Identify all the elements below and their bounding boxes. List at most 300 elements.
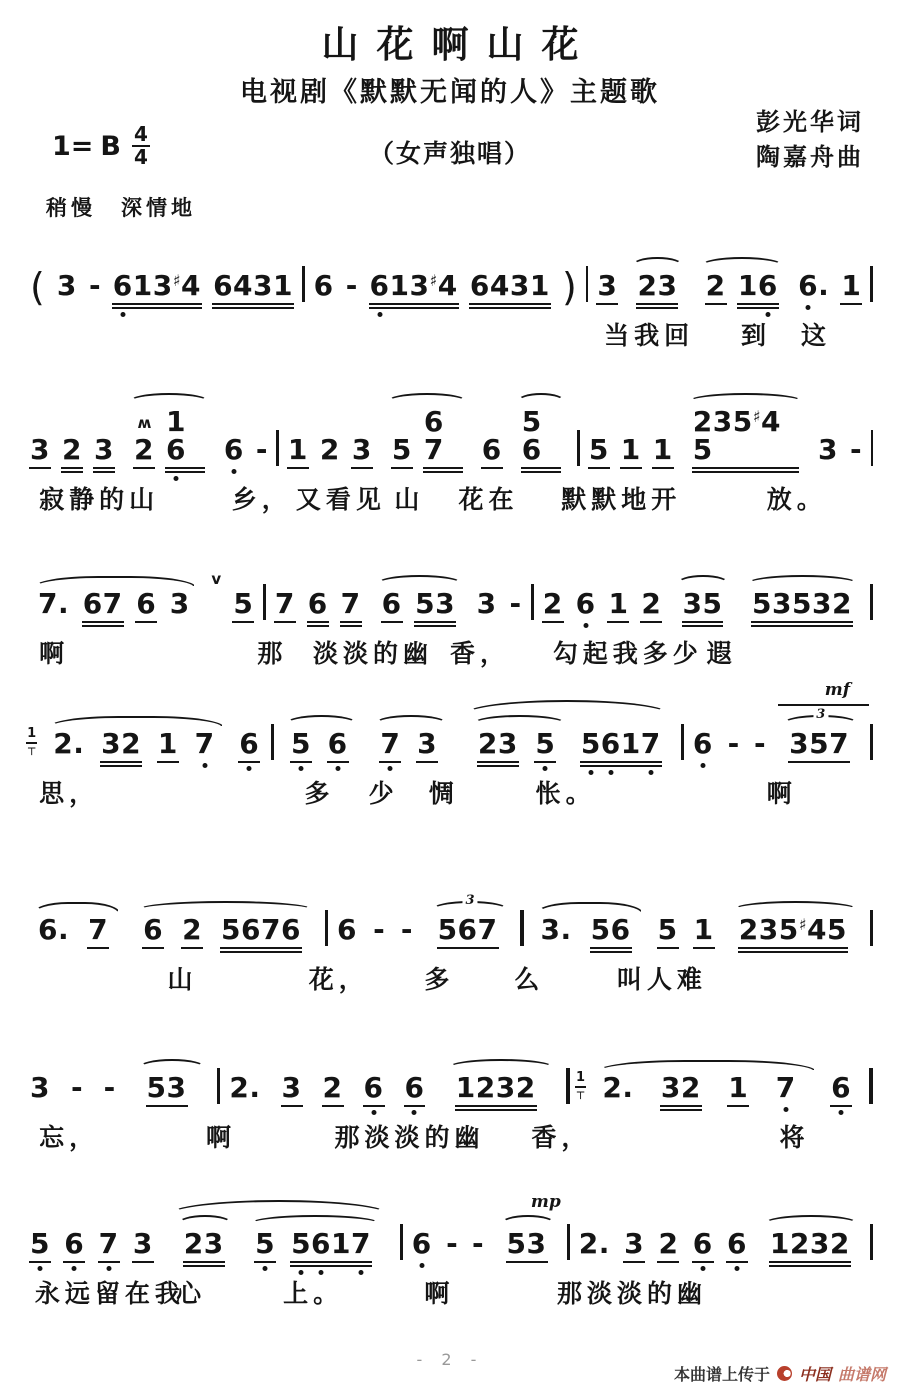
note-digit: 1 (620, 433, 641, 466)
note-digit: 7 (641, 730, 661, 758)
note (535, 727, 561, 768)
note (61, 433, 82, 474)
note-text (423, 405, 462, 466)
note (322, 1071, 352, 1112)
note (53, 727, 89, 768)
note (30, 1227, 52, 1268)
note-text (682, 587, 723, 620)
note-digit: 3 (93, 433, 114, 466)
note (580, 727, 664, 768)
note-digit: 3 (540, 913, 561, 946)
octave-dot (231, 469, 236, 474)
note (692, 1227, 715, 1268)
sharp-icon: ♯ (752, 407, 761, 426)
note-text (476, 587, 497, 620)
key-prefix: 1= (52, 130, 94, 162)
barline (325, 910, 328, 946)
credits (756, 106, 864, 176)
note-text (287, 433, 308, 466)
barline (271, 724, 274, 760)
octave-dot (583, 623, 588, 628)
barline (302, 266, 305, 302)
note-text (417, 727, 438, 760)
note (798, 269, 830, 310)
note-text (233, 587, 254, 620)
dynamic-label: mp (530, 1192, 561, 1212)
note-text (88, 913, 109, 946)
note-text (693, 913, 714, 946)
music-line-6 (22, 1030, 878, 1152)
note-text (101, 727, 142, 760)
note-text (652, 433, 673, 466)
note-digit: 5 (732, 405, 753, 438)
note-text (30, 433, 50, 466)
note-digit: 3 (809, 1227, 830, 1260)
note (132, 1227, 155, 1268)
note-digit: 6 (469, 269, 490, 302)
note-digit: 3 (152, 269, 173, 302)
note-digit: 3 (30, 1071, 50, 1104)
crescendo-line (778, 704, 869, 706)
note-text (590, 913, 631, 946)
note-digit: 4 (806, 913, 827, 946)
barline (870, 584, 873, 620)
slur-group (594, 1071, 819, 1112)
slur-group (674, 587, 732, 628)
note-digit: 6 (831, 1074, 851, 1102)
note (313, 269, 334, 310)
note (233, 587, 254, 628)
note-digit: 6 (693, 1230, 713, 1258)
notes-row (22, 228, 878, 310)
note-digit: 4 (180, 269, 201, 302)
note-digit: 1 (165, 405, 186, 438)
mordent-icon: ʍ (137, 414, 151, 432)
note-digit: 2 (692, 405, 713, 438)
dash-note: - (400, 913, 413, 946)
slur-group (533, 913, 646, 954)
slur-group (283, 727, 360, 768)
note-digit: 5 (792, 587, 812, 620)
note-digit: 7 (102, 587, 123, 620)
note (521, 405, 561, 474)
voice-type-label: （女声独唱） (368, 140, 531, 168)
note-digit: 5 (255, 1230, 275, 1258)
note-digit: 3 (417, 727, 438, 760)
note (182, 913, 209, 954)
grace-mark-number: 1 (575, 1071, 586, 1088)
note-digit: 6 (239, 730, 259, 758)
note-digit: 1 (455, 1071, 476, 1104)
note-digit: 3 (166, 1071, 187, 1104)
lyric-text: 么 (514, 966, 545, 994)
note-digit: 6 (328, 730, 348, 758)
note-text (597, 269, 618, 302)
note-text (157, 727, 178, 760)
octave-dot (700, 763, 705, 768)
note (637, 269, 678, 310)
note-text (521, 405, 561, 466)
lyric-text: 心 (176, 1280, 207, 1308)
dash-note: - (373, 913, 385, 946)
note-digit: 6 (166, 436, 186, 464)
barline (869, 1068, 873, 1104)
note-digit: 3 (624, 1227, 645, 1260)
note-digit: . (73, 727, 85, 760)
note-digit: 2 (542, 587, 563, 620)
note-digit: 5 (30, 1230, 50, 1258)
octave-dot (263, 1266, 268, 1271)
barline (681, 724, 684, 760)
barline (577, 430, 579, 466)
note-text (775, 1071, 796, 1104)
lyric-text: 永远留在我 (34, 1280, 185, 1308)
note-digit: 6 (693, 730, 713, 758)
note-digit: 6 (213, 269, 234, 302)
note-text (380, 727, 401, 760)
note-digit: 1 (287, 433, 308, 466)
note-digit: 1 (841, 269, 862, 302)
song-subtitle: 电视剧《默默无闻的人》主题歌 (240, 77, 660, 107)
sharp-icon: ♯ (798, 915, 807, 934)
note (597, 269, 618, 310)
lyric-text: 到 (741, 322, 772, 350)
note-digit: 7 (261, 913, 281, 946)
note-text (340, 587, 361, 620)
notes-row (22, 1030, 878, 1112)
note (38, 587, 71, 628)
lyric-text: 香， (531, 1124, 592, 1152)
note (143, 913, 170, 954)
note-digit: 6 (727, 1230, 747, 1258)
note-digit: 6 (337, 913, 358, 946)
note-digit: 6 (457, 913, 478, 946)
lyricist-credit: 彭光华词 (756, 109, 864, 136)
note-digit: 5 (702, 587, 723, 620)
note-text (660, 1071, 701, 1104)
note (728, 1071, 763, 1112)
note-text (221, 913, 301, 946)
note-digit: 3 (509, 269, 530, 302)
lyric-text: 这 (800, 322, 831, 350)
note-text (327, 727, 348, 760)
lyric-text: 乡， (231, 486, 292, 514)
note-text (817, 433, 838, 466)
note (213, 269, 293, 310)
note-text (307, 587, 328, 620)
note-digit: 2 (602, 1071, 623, 1104)
note-digit: 6 (313, 269, 334, 302)
note (624, 1227, 646, 1268)
note (789, 727, 852, 768)
note-digit: 3 (657, 269, 678, 302)
slur-group (374, 587, 465, 628)
barline (870, 910, 873, 946)
note-digit: 2 (477, 727, 498, 760)
slur-group (498, 1192, 561, 1268)
grace-mark-number: 1 (26, 727, 37, 744)
dash-note: - (472, 1227, 484, 1260)
note-text (841, 269, 862, 302)
dash-note: - (88, 269, 101, 302)
slur-group (514, 405, 569, 474)
note-digit: . (622, 1071, 634, 1104)
note-digit: 5 (437, 913, 458, 946)
note-digit: 2 (637, 269, 658, 302)
note-digit: 1 (620, 727, 641, 760)
note-text (728, 1071, 749, 1104)
lyrics-row (22, 480, 878, 514)
note (608, 587, 629, 628)
barline (263, 584, 266, 620)
sharp-icon: ♯ (172, 271, 181, 290)
slur-group (45, 727, 227, 768)
note (38, 913, 76, 954)
dash-note: - (103, 1071, 116, 1104)
note (239, 727, 262, 768)
barline (567, 1224, 570, 1260)
note-digit: 2 (229, 1071, 250, 1104)
parenthesis: ( (30, 265, 45, 309)
lyrics-row (22, 774, 878, 808)
note (146, 1071, 198, 1112)
note-digit: 3 (811, 587, 832, 620)
note-digit: 3 (772, 587, 792, 620)
note-text (705, 269, 726, 302)
note-text (319, 433, 340, 466)
note (351, 433, 372, 474)
note (307, 587, 329, 628)
lyric-text: 放。 (766, 486, 827, 514)
note (391, 433, 412, 474)
note-digit: 2 (319, 433, 340, 466)
note-digit: 3 (351, 433, 372, 466)
lyric-text: 将 (779, 1124, 810, 1152)
note-text (351, 433, 372, 466)
note-text (535, 727, 556, 760)
slur-group (175, 1227, 235, 1268)
note (64, 1227, 86, 1268)
note (658, 1227, 680, 1268)
note (93, 433, 114, 474)
note (82, 587, 125, 628)
note-digit: 2 (515, 1071, 536, 1104)
note-digit: 2 (183, 1227, 204, 1260)
lyric-text: 花在 (458, 486, 519, 514)
key-letter: B (100, 130, 122, 162)
lyrics-row (22, 316, 878, 350)
note-digit: 6 (224, 436, 244, 464)
grace-mark-tail: ┬ (28, 741, 36, 756)
note-digit: 3 (682, 587, 703, 620)
note-text (363, 1071, 384, 1104)
note-digit: 6 (64, 1230, 84, 1258)
note-text (657, 913, 678, 946)
note-text (391, 433, 412, 466)
note-digit: 6 (136, 587, 157, 620)
note-text (658, 1227, 679, 1260)
note-digit: 3 (203, 1227, 224, 1260)
note-text (38, 587, 70, 620)
lyric-text: 那淡淡的幽 (557, 1280, 708, 1308)
note-text (194, 727, 215, 760)
site-name-primary: 中国 (798, 1367, 831, 1384)
lyric-text: 香， (450, 640, 511, 668)
note (112, 269, 201, 310)
note-digit: 2 (61, 433, 82, 466)
lyric-text: 啊 (424, 1280, 455, 1308)
note (229, 1071, 269, 1112)
note (738, 913, 852, 954)
note-text (61, 433, 82, 466)
note-text (223, 433, 244, 466)
lyric-text: 啊 (206, 1124, 237, 1152)
note-digit: 5 (590, 913, 611, 946)
note-digit: 7 (274, 587, 295, 620)
note-digit: 7 (88, 913, 109, 946)
note (620, 433, 641, 474)
note-digit: 5 (809, 727, 830, 760)
page-number: - 2 - (416, 1350, 484, 1369)
barline (870, 1224, 873, 1260)
note-text (789, 727, 850, 760)
octave-dot (419, 1263, 424, 1268)
dash-note: - (727, 727, 740, 760)
site-name-secondary: 曲谱网 (837, 1367, 886, 1384)
note (542, 587, 564, 628)
note-digit: 3 (597, 269, 618, 302)
note-text (641, 587, 662, 620)
slur-group (730, 913, 861, 954)
note-digit: 6 (610, 913, 631, 946)
slur-group (629, 269, 685, 310)
lyric-text: 那 (257, 640, 288, 668)
note (98, 1227, 121, 1268)
lyric-text: 少 (368, 780, 399, 808)
lyric-text: 淡淡的幽 (313, 640, 434, 668)
octave-dot (806, 305, 811, 310)
note-text (481, 433, 502, 466)
note-digit: 3 (526, 1227, 547, 1260)
watermark-prefix: 本曲谱上传于 (673, 1367, 770, 1384)
note-text (136, 587, 157, 620)
note-text (411, 1227, 432, 1260)
note-text (169, 587, 190, 620)
note-text (588, 433, 609, 466)
note-digit: 5 (588, 433, 609, 466)
note (169, 587, 192, 628)
note-digit: 3 (101, 727, 122, 760)
note-text (290, 727, 311, 760)
lyric-text: 寂静的山 (39, 486, 160, 514)
notes-row (22, 1186, 878, 1268)
note-text (769, 1227, 850, 1260)
note-digit: 2 (789, 1227, 810, 1260)
note-digit: 6 (758, 272, 778, 300)
music-line-1 (22, 228, 878, 350)
note (56, 269, 77, 310)
note-digit: 1 (737, 269, 758, 302)
note-digit: . (57, 587, 70, 620)
note (693, 913, 718, 954)
barline (566, 1068, 570, 1104)
dash-note: - (345, 269, 358, 302)
slur-group (761, 1227, 861, 1268)
note-digit: 5 (146, 1071, 167, 1104)
note (588, 433, 609, 474)
octave-dot (371, 1110, 376, 1115)
note (540, 913, 579, 954)
lyric-text: 啊 (39, 640, 70, 668)
dash-note: - (446, 1227, 458, 1260)
note-digit: 5 (752, 587, 773, 620)
note (737, 269, 778, 310)
lyrics-row (22, 634, 878, 668)
octave-dot (543, 766, 548, 771)
note (652, 433, 673, 474)
note-text (738, 913, 847, 946)
note-text (578, 1227, 610, 1260)
notes-row (22, 872, 878, 954)
note-text (620, 433, 641, 466)
note-digit: 6 (280, 913, 301, 946)
note-digit: 2 (680, 1071, 701, 1104)
note-digit: 1 (529, 269, 550, 302)
note (363, 1071, 393, 1112)
note-digit: 3 (495, 1071, 516, 1104)
note (769, 1227, 853, 1268)
note (287, 433, 308, 474)
note (30, 433, 50, 474)
note-digit: 7 (99, 1230, 119, 1258)
note-digit: 2 (641, 587, 662, 620)
lyrics-row (22, 960, 878, 994)
music-line-5 (22, 872, 878, 994)
music-line-2 (22, 392, 878, 514)
barline (870, 266, 873, 302)
breath-mark-icon: v (211, 570, 222, 588)
note-digit: 6 (412, 1230, 432, 1258)
note-text (337, 913, 358, 946)
octave-dot (783, 1107, 788, 1112)
octave-dot (37, 1266, 42, 1271)
note-digit: 6 (798, 272, 818, 300)
note (165, 405, 204, 474)
note-text (404, 1071, 425, 1104)
note-digit: 2 (658, 1227, 679, 1260)
note (775, 1071, 811, 1112)
note (423, 405, 462, 474)
composer-credit: 陶嘉舟曲 (756, 143, 864, 171)
note-digit: 6 (423, 405, 444, 438)
note-digit: 1 (608, 587, 629, 620)
note-text (455, 1071, 536, 1104)
dash-note: - (509, 587, 522, 620)
note (469, 269, 550, 310)
note-digit: 3 (758, 913, 779, 946)
note-text (637, 269, 678, 302)
note-digit: 5 (657, 913, 678, 946)
note (194, 727, 220, 768)
lyrics-row (22, 1274, 878, 1308)
note-digit: 5 (291, 1230, 311, 1258)
note-digit: 1 (331, 1227, 352, 1260)
note-digit: 3 (817, 433, 838, 466)
note-digit: 3 (712, 405, 733, 438)
note-digit: 6 (38, 913, 58, 946)
note-digit: 7 (340, 587, 361, 620)
note-text (30, 1071, 50, 1104)
